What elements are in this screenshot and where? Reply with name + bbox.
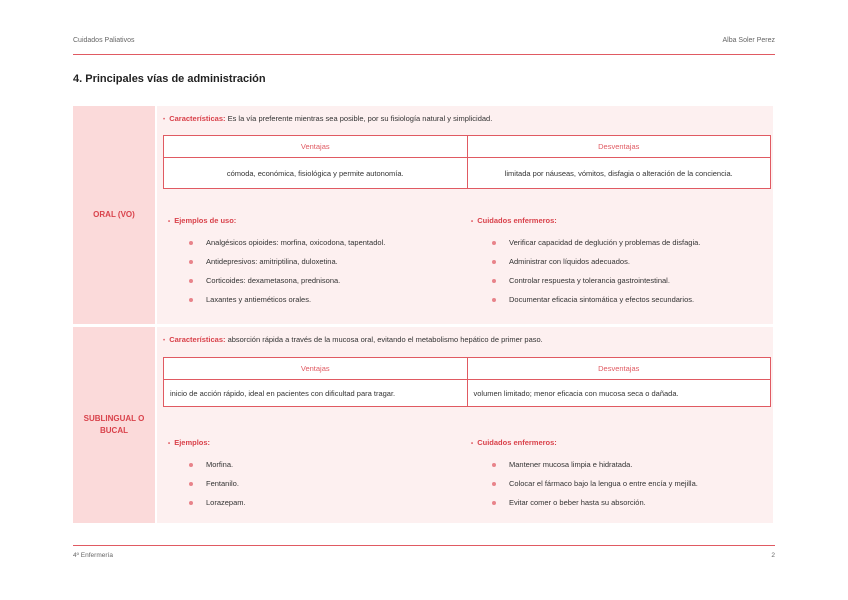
bullet-dot-icon: [189, 298, 193, 302]
list-item-text: Administrar con líquidos adecuados.: [509, 257, 630, 266]
table-header-row: [164, 358, 770, 380]
list-item-text: Corticoides: dexametasona, prednisona.: [206, 276, 341, 285]
list-item: [168, 271, 385, 290]
header-rule: [73, 54, 775, 55]
oral-examples-list: [168, 233, 385, 309]
sublingual-characteristics-text: absorción rápida a través de la mucosa oral, evitando el metabolismo hepático de primer paso.: [227, 335, 543, 344]
sublingual-route-content: [157, 327, 773, 523]
oral-examples-title-text: Ejemplos de uso:: [174, 216, 237, 225]
page-header: [73, 37, 775, 49]
list-item-text: Laxantes y antieméticos orales.: [206, 295, 312, 304]
sublingual-route-block: [73, 327, 773, 523]
sublingual-examples-title-text: Ejemplos:: [174, 438, 211, 447]
list-item: [471, 290, 700, 309]
sublingual-route-label: SUBLINGUAL O BUCAL: [73, 327, 155, 523]
list-item-text: Analgésicos opioides: morfina, oxicodona, tapentadol.: [206, 238, 386, 247]
bullet-dot-icon: [492, 501, 496, 505]
list-item: [471, 493, 698, 512]
header-course: Cuidados Paliativos: [73, 37, 135, 44]
bullet-dot-icon: [492, 260, 496, 264]
oral-characteristics-key: Características:: [169, 114, 226, 123]
advantages-cell: cómoda, económica, fisiológica y permite autonomía.: [226, 168, 404, 178]
list-item-text: Fentanilo.: [206, 479, 239, 488]
list-item: [471, 233, 700, 252]
page-footer: [73, 552, 775, 562]
bullet-dot-icon: [189, 260, 193, 264]
list-item-text: Evitar comer o beber hasta su absorción.: [509, 498, 646, 507]
bullet-dot-icon: [189, 279, 193, 283]
bullet-dot-icon: [492, 241, 496, 245]
sublingual-examples: [168, 438, 246, 512]
table-row: [164, 158, 770, 188]
list-item: [471, 455, 698, 474]
sublingual-examples-list: [168, 455, 246, 512]
list-item: [168, 474, 246, 493]
disadvantages-header: Desventajas: [467, 358, 771, 379]
list-item-text: Mantener mucosa limpia e hidratada.: [509, 460, 633, 469]
list-item: [168, 252, 385, 271]
sublingual-care-title-text: Cuidados enfermeros:: [477, 438, 557, 447]
bullet-icon: •: [168, 441, 171, 447]
list-item-text: Verificar capacidad de deglución y problemas de disfagia.: [509, 238, 701, 247]
bullet-dot-icon: [189, 241, 193, 245]
list-item: [168, 233, 385, 252]
sublingual-nursing-care: [471, 438, 698, 512]
list-item-text: Controlar respuesta y tolerancia gastrointestinal.: [509, 276, 670, 285]
table-row: [164, 380, 770, 406]
oral-pros-cons-table: [163, 135, 771, 189]
bullet-icon: •: [163, 338, 166, 344]
oral-route-label: ORAL (VO): [73, 106, 155, 324]
page-number: 2: [771, 552, 775, 559]
advantages-header: Ventajas: [300, 142, 330, 151]
list-item: [471, 252, 700, 271]
bullet-dot-icon: [492, 298, 496, 302]
list-item: [471, 474, 698, 493]
list-item-text: Antidepresivos: amitriptilina, duloxetina.: [206, 257, 338, 266]
oral-characteristics: [163, 114, 492, 123]
oral-route-block: [73, 106, 773, 324]
oral-care-list: [471, 233, 700, 309]
footer-rule: [73, 545, 775, 546]
sublingual-characteristics-key: Características:: [169, 335, 226, 344]
list-item-text: Morfina.: [206, 460, 234, 469]
sublingual-examples-title: [168, 438, 246, 447]
oral-examples: [168, 216, 385, 309]
advantages-cell: inicio de acción rápido, ideal en pacientes con dificultad para tragar.: [170, 388, 396, 398]
header-author: Alba Soler Perez: [722, 37, 775, 44]
list-item-text: Documentar eficacia sintomática y efectos secundarios.: [509, 295, 695, 304]
oral-examples-title: [168, 216, 385, 225]
disadvantages-cell: limitada por náuseas, vómitos, disfagia o alteración de la conciencia.: [467, 158, 771, 188]
bullet-icon: •: [471, 219, 474, 225]
bullet-icon: •: [168, 219, 171, 225]
bullet-dot-icon: [189, 463, 193, 467]
list-item: [168, 290, 385, 309]
oral-nursing-care: [471, 216, 700, 309]
bullet-dot-icon: [492, 482, 496, 486]
list-item: [471, 271, 700, 290]
list-item: [168, 455, 246, 474]
bullet-dot-icon: [189, 482, 193, 486]
list-item: [168, 493, 246, 512]
sublingual-characteristics: [163, 335, 543, 344]
disadvantages-header: Desventajas: [467, 136, 771, 157]
oral-care-title-text: Cuidados enfermeros:: [477, 216, 557, 225]
sublingual-pros-cons-table: [163, 357, 771, 407]
section-title: 4. Principales vías de administración: [73, 73, 266, 85]
bullet-dot-icon: [189, 501, 193, 505]
list-item-text: Lorazepam.: [206, 498, 246, 507]
bullet-dot-icon: [492, 463, 496, 467]
sublingual-care-list: [471, 455, 698, 512]
bullet-icon: •: [471, 441, 474, 447]
oral-route-content: [157, 106, 773, 324]
bullet-dot-icon: [492, 279, 496, 283]
advantages-header: Ventajas: [300, 364, 330, 373]
disadvantages-cell: volumen limitado; menor eficacia con mucosa seca o dañada.: [467, 380, 771, 406]
footer-course-year: 4º Enfermería: [73, 552, 113, 559]
bullet-icon: •: [163, 117, 166, 123]
oral-care-title: [471, 216, 700, 225]
list-item-text: Colocar el fármaco bajo la lengua o entre encía y mejilla.: [509, 479, 698, 488]
sublingual-care-title: [471, 438, 698, 447]
oral-characteristics-text: Es la vía preferente mientras sea posible, por su fisiología natural y simplicidad.: [227, 114, 493, 123]
table-header-row: [164, 136, 770, 158]
